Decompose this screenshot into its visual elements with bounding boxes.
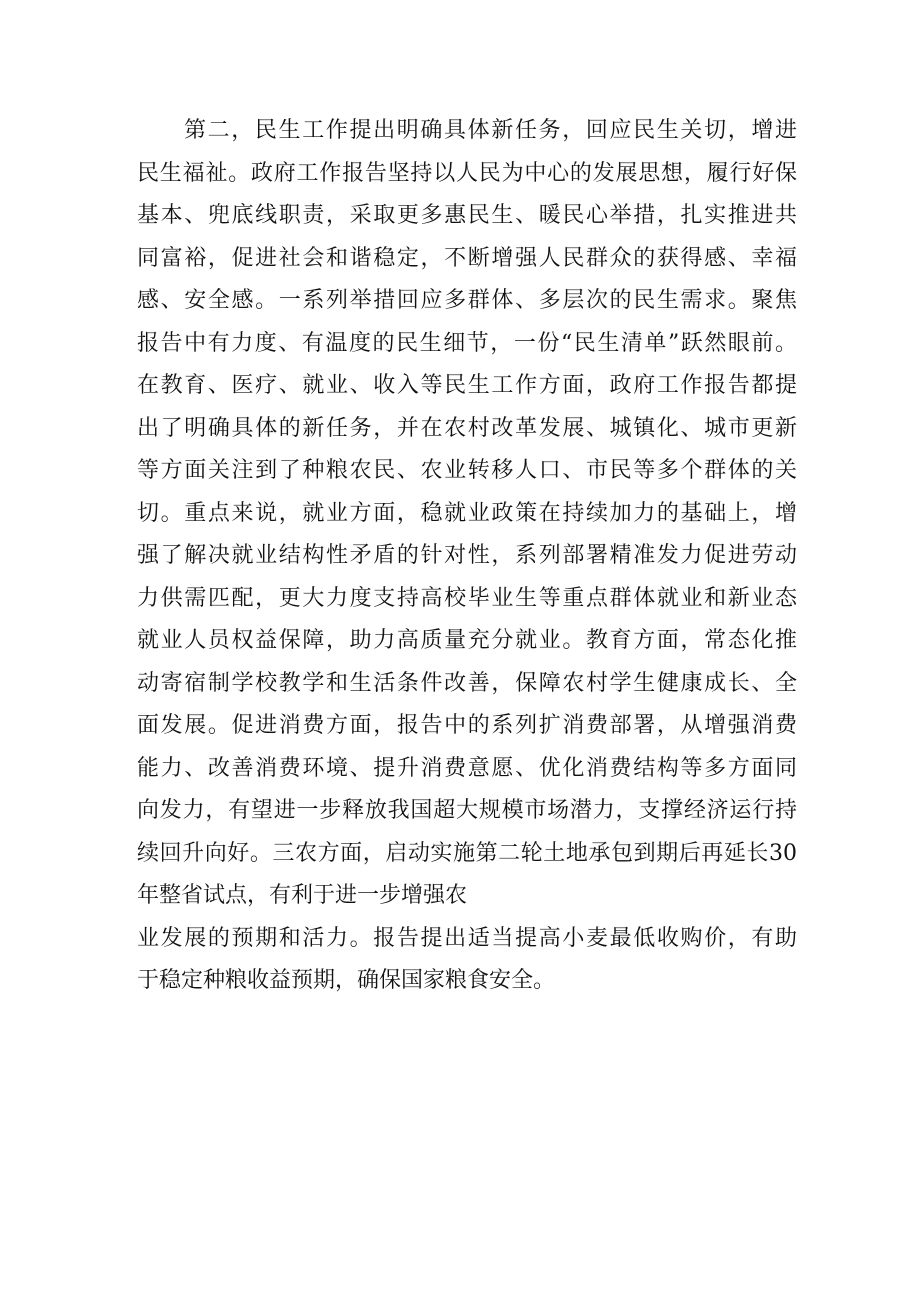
text-line: 面发展。促进消费方面，报告中的系列扩消费部署，从增强消费 <box>137 713 797 738</box>
text-line: 基本、兜底线职责，采取更多惠民生、暖民心举措，扎实推进共 <box>137 203 797 228</box>
text-line: 业发展的预期和活力。报告提出适当提高小麦最低收购价，有助 <box>137 925 797 951</box>
text-line: 等方面关注到了种粮农民、农业转移人口、市民等多个群体的关 <box>137 458 797 483</box>
text-line: 第二，民生工作提出明确具体新任务，回应民生关切，增进 <box>184 118 797 143</box>
text-line: 同富裕，促进社会和谐稳定，不断增强人民群众的获得感、幸福 <box>137 245 797 271</box>
text-line: 民生福祉。政府工作报告坚持以人民为中心的发展思想，履行好保 <box>137 160 797 186</box>
text-line: 切。重点来说，就业方面，稳就业政策在持续加力的基础上，增 <box>137 500 797 526</box>
text-line: 出了明确具体的新任务，并在农村改革发展、城镇化、城市更新 <box>137 415 797 441</box>
body-paragraph <box>137 110 797 1003</box>
text-line: 动寄宿制学校教学和生活条件改善，保障农村学生健康成长、全 <box>137 670 797 696</box>
text-line: 感、安全感。一系列举措回应多群体、多层次的民生需求。聚焦 <box>137 288 797 313</box>
text-line: 力供需匹配，更大力度支持高校毕业生等重点群体就业和新业态 <box>137 585 797 611</box>
text-line: 能力、改善消费环境、提升消费意愿、优化消费结构等多方面同 <box>137 755 797 781</box>
text-line: 向发力，有望进一步释放我国超大规模市场潜力，支撑经济运行持 <box>137 798 797 823</box>
text-line: 强了解决就业结构性矛盾的针对性，系列部署精准发力促进劳动 <box>137 543 797 568</box>
text-line: 年整省试点，有利于进一步增强农 <box>137 883 468 908</box>
text-line: 就业人员权益保障，助力高质量充分就业。教育方面，常态化推 <box>137 628 797 653</box>
text-line: 于稳定种粮收益预期，确保国家粮食安全。 <box>137 968 556 993</box>
text-line: 报告中有力度、有温度的民生细节，一份“民生清单”跃然眼前。 <box>137 330 797 356</box>
text-line: 在教育、医疗、就业、收入等民生工作方面，政府工作报告都提 <box>137 373 797 398</box>
text-line: 续回升向好。三农方面，启动实施第二轮土地承包到期后再延长30 <box>137 840 797 866</box>
